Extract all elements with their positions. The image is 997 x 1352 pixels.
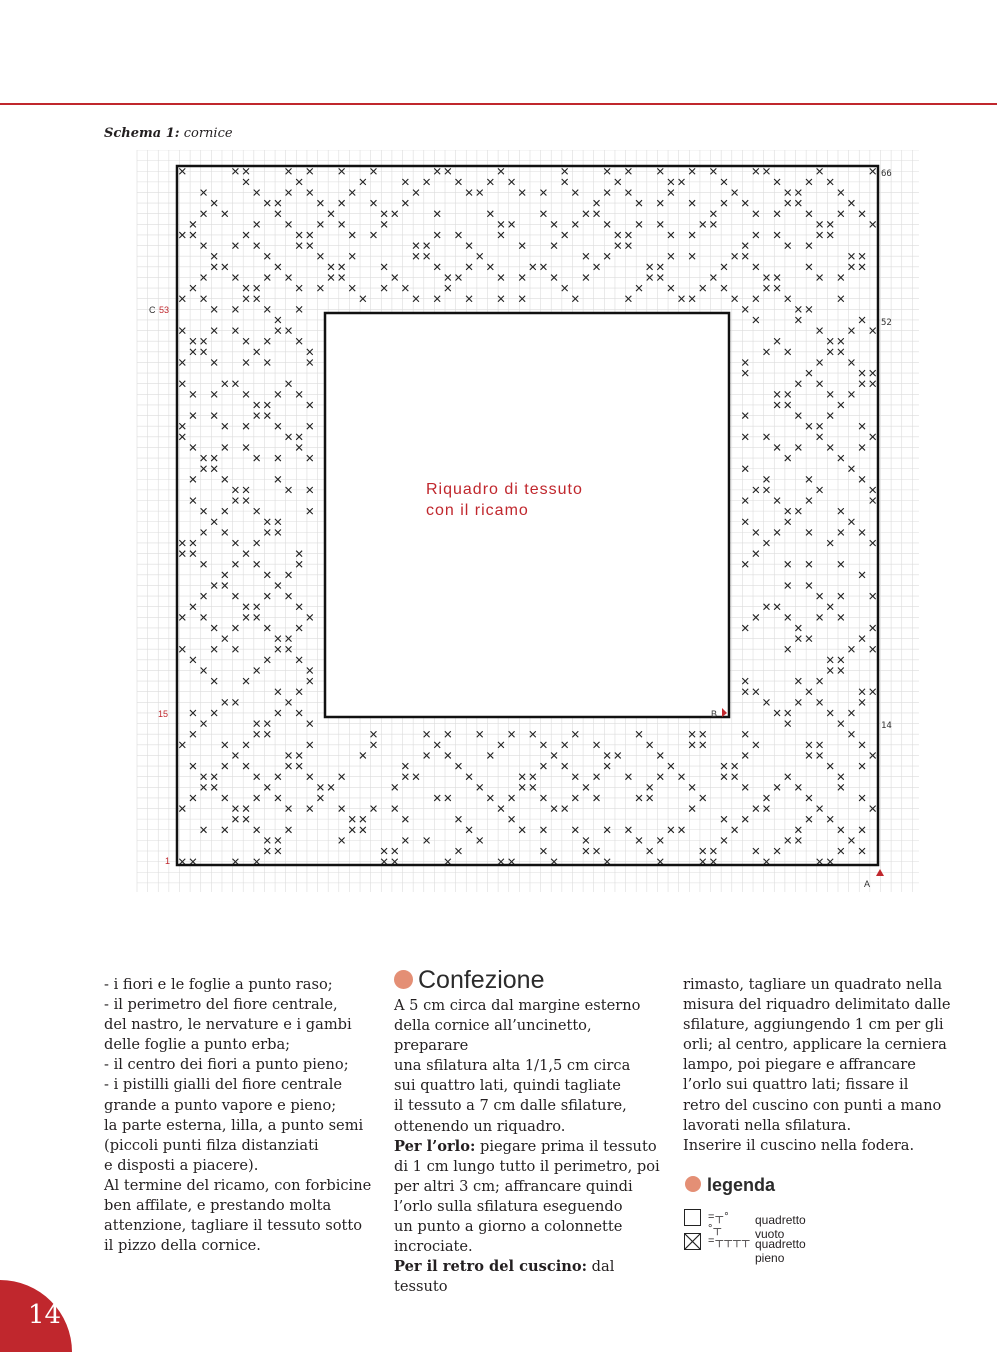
text-line: grande a punto vapore e pieno; (104, 1096, 337, 1114)
row-num-left-1: 1 (165, 856, 171, 866)
text-line: sfilature, aggiungendo 1 cm per gli (683, 1016, 944, 1034)
marker-b: B (711, 709, 718, 719)
text-line: lampo, poi piegare e affrancare (683, 1056, 916, 1074)
text-line: l’orlo sulla sfilatura eseguendo (394, 1197, 623, 1215)
text-line: Al termine del ricamo, con forbicine (104, 1176, 372, 1194)
marker-c-num: 53 (159, 305, 170, 315)
text-line: della cornice all’uncinetto, preparare (394, 1017, 592, 1055)
orlo-label: Per l’orlo: (394, 1137, 476, 1155)
crochet-chart (135, 150, 925, 900)
crossed-square-icon (684, 1233, 701, 1250)
text-line: retro del cuscino con punti a mano (683, 1096, 942, 1114)
text-line: A 5 cm circa dal margine esterno (394, 997, 641, 1014)
text-line: la parte esterna, lilla, a punto semi (104, 1116, 364, 1134)
text-line: e disposti a piacere). (104, 1156, 259, 1174)
text-line: - il centro dei fiori a punto pieno; (104, 1056, 349, 1074)
text-line: attenzione, tagliare il tessuto sotto (104, 1217, 363, 1235)
marker-c: C (149, 305, 156, 315)
column-3 (683, 975, 955, 1156)
text-line: misura del riquadro delimitato dalle (683, 996, 951, 1014)
retro-label: Per il retro del cuscino: (394, 1258, 588, 1276)
empty-square-icon (684, 1209, 701, 1226)
legend-symbol: =┬┬┬┬ (708, 1235, 751, 1247)
text-line: (piccoli punti filza distanziati (104, 1136, 319, 1154)
text-line: il tessuto a 7 cm dalle sfilature, (394, 1097, 627, 1115)
column-1 (104, 975, 376, 1256)
row-num-left-15: 15 (158, 709, 169, 719)
bullet-dot-icon (685, 1176, 701, 1192)
orlo-text: piegare prima il tessuto (475, 1137, 657, 1155)
row-num-top: 66 (881, 169, 892, 179)
legend-text: quadretto pieno (755, 1237, 806, 1265)
column-2 (394, 996, 666, 1297)
text-line: per altri 3 cm; affrancare quindi (394, 1177, 633, 1195)
row-num-lower-right: 14 (881, 721, 892, 731)
text-line: un punto a giorno a colonnette (394, 1218, 623, 1236)
text-line: una sfilatura alta 1/1,5 cm circa (394, 1057, 631, 1075)
schema-title: cornice (183, 126, 233, 141)
text-line (394, 1257, 666, 1297)
text-line: di 1 cm lungo tutto il perimetro, poi (394, 1157, 660, 1175)
text-line: orli; al centro, applicare la cerniera (683, 1036, 947, 1054)
text-line: ben affilate, e prestando molta (104, 1197, 332, 1215)
schema-caption (104, 126, 233, 141)
row-num-upper-right: 52 (881, 318, 892, 328)
retro-text: dal tessuto (394, 1258, 615, 1296)
top-rule (0, 103, 997, 105)
text-line: incrociate. (394, 1238, 473, 1256)
text-line: Inserire il cuscino nella fodera. (683, 1136, 915, 1154)
text-line: del nastro, le nervature e i gambi (104, 1016, 352, 1034)
text-line (394, 1137, 666, 1157)
text-line: lavorati nella sfilatura. (683, 1116, 852, 1134)
text-line: - il perimetro del fiore centrale, (104, 996, 338, 1014)
bullet-dot-icon (394, 970, 413, 989)
heading-legenda (685, 1175, 775, 1196)
text-line: - i fiori e le foglie a punto raso; (104, 976, 333, 993)
inner-label-2: con il ricamo (426, 502, 529, 519)
page-number-badge (0, 1280, 72, 1352)
page-number: 14 (28, 1300, 62, 1330)
chart-svg (135, 150, 925, 900)
text-line: sui quattro lati, quindi tagliate (394, 1077, 621, 1095)
marker-a: A (864, 879, 871, 889)
text-line: il pizzo della cornice. (104, 1237, 261, 1255)
text-line: l’orlo sui quattro lati; fissare il (683, 1076, 909, 1094)
heading-confezione (394, 966, 544, 995)
inner-label-1: Riquadro di tessuto (426, 481, 583, 498)
text-line: - i pistilli gialli del fiore centrale (104, 1076, 343, 1094)
legenda-title: legenda (707, 1175, 776, 1195)
text-line: rimasto, tagliare un quadrato nella (683, 976, 943, 993)
legend-text: quadretto vuoto (755, 1213, 806, 1241)
legend-symbol: =┬°°┬ (708, 1211, 730, 1235)
text-line: delle foglie a punto erba; (104, 1036, 291, 1054)
text-line: ottenendo un riquadro. (394, 1117, 566, 1135)
schema-label: Schema 1: (104, 126, 180, 141)
confezione-title: Confezione (418, 966, 545, 994)
